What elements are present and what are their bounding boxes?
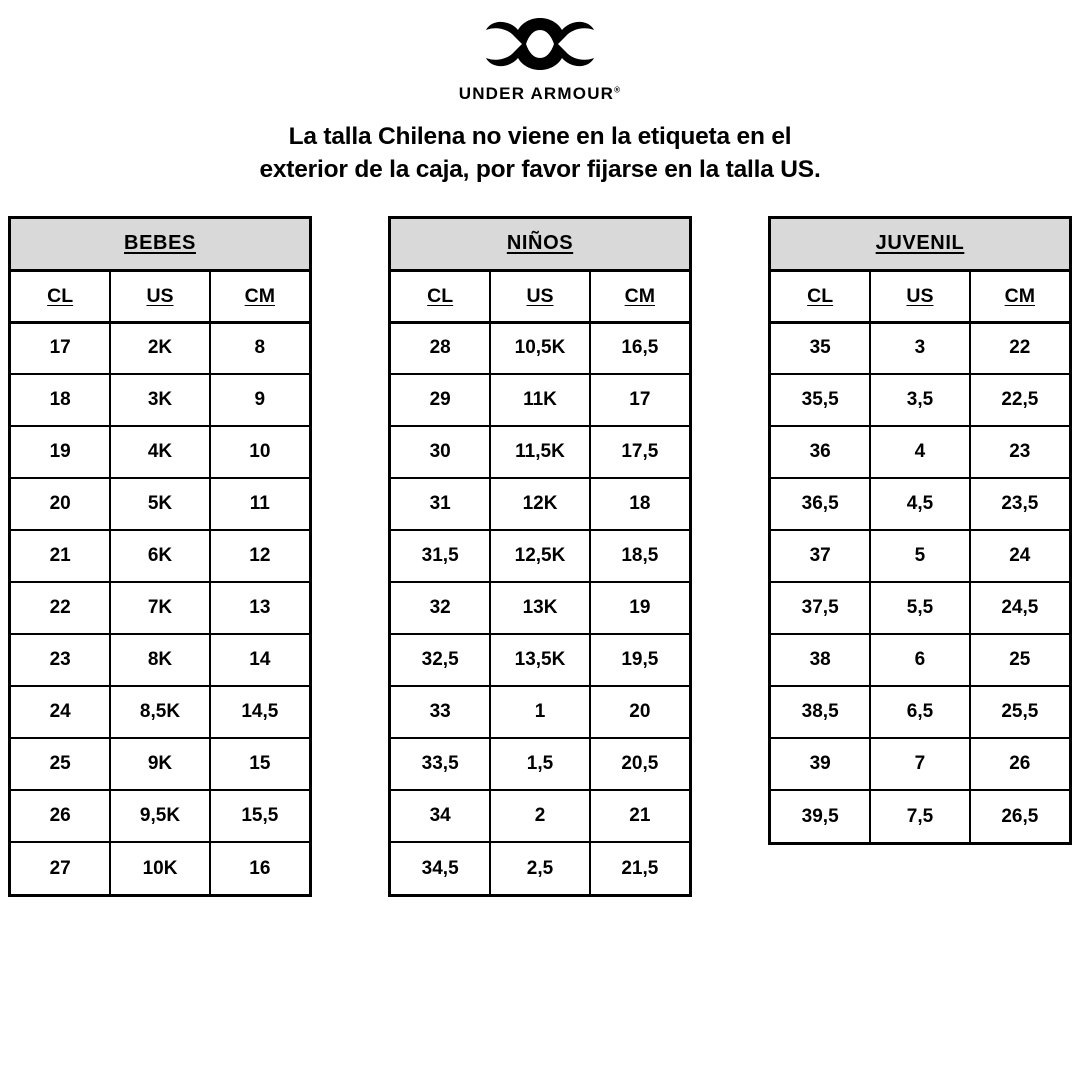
table-row	[771, 322, 1069, 374]
cell-cl: 24	[11, 686, 110, 738]
brand-header	[0, 0, 1080, 102]
cell-cm: 19,5	[590, 634, 689, 686]
table-row	[11, 478, 309, 530]
cell-cl: 38	[771, 634, 870, 686]
cell-us: 2	[490, 790, 589, 842]
cell-us: 3K	[110, 374, 209, 426]
cell-cm: 21,5	[590, 842, 689, 894]
cell-us: 10K	[110, 842, 209, 894]
page-title	[0, 120, 1080, 186]
headline-line-1: La talla Chilena no viene en la etiqueta en el	[288, 123, 792, 150]
table-row	[391, 738, 689, 790]
cell-cm: 16	[210, 842, 309, 894]
cell-cm: 11	[210, 478, 309, 530]
cell-us: 11,5K	[490, 426, 589, 478]
table-row	[11, 842, 309, 894]
cell-cl: 39,5	[771, 790, 870, 842]
cell-cm: 17,5	[590, 426, 689, 478]
cell-cm: 20	[590, 686, 689, 738]
cell-us: 8,5K	[110, 686, 209, 738]
cell-cl: 26	[11, 790, 110, 842]
brand-wordmark-text: UNDER ARMOUR	[458, 84, 615, 103]
table-row	[391, 478, 689, 530]
cell-cm: 17	[590, 374, 689, 426]
cell-us: 4	[870, 426, 969, 478]
cell-cm: 23,5	[970, 478, 1069, 530]
cell-cl: 27	[11, 842, 110, 894]
cell-cl: 30	[391, 426, 490, 478]
table-header-row	[391, 270, 689, 322]
table-row	[391, 322, 689, 374]
column-header-cl: CL	[11, 270, 110, 322]
cell-cm: 23	[970, 426, 1069, 478]
cell-cm: 20,5	[590, 738, 689, 790]
cell-cl: 33,5	[391, 738, 490, 790]
table-row	[771, 582, 1069, 634]
column-header-us: US	[870, 270, 969, 322]
column-header-cl: CL	[771, 270, 870, 322]
cell-us: 5	[870, 530, 969, 582]
table-row	[391, 374, 689, 426]
table-row	[771, 634, 1069, 686]
table-row	[771, 530, 1069, 582]
cell-cm: 16,5	[590, 322, 689, 374]
brand-wordmark	[459, 85, 622, 102]
cell-cl: 34	[391, 790, 490, 842]
cell-us: 13K	[490, 582, 589, 634]
table-row	[771, 426, 1069, 478]
column-header-cm: CM	[590, 270, 689, 322]
cell-cl: 33	[391, 686, 490, 738]
cell-cl: 28	[391, 322, 490, 374]
cell-us: 12K	[490, 478, 589, 530]
cell-us: 4,5	[870, 478, 969, 530]
cell-us: 2K	[110, 322, 209, 374]
cell-cm: 22	[970, 322, 1069, 374]
cell-cm: 10	[210, 426, 309, 478]
cell-cm: 18,5	[590, 530, 689, 582]
cell-cm: 25,5	[970, 686, 1069, 738]
cell-cm: 26,5	[970, 790, 1069, 842]
cell-us: 6	[870, 634, 969, 686]
table-row	[11, 582, 309, 634]
cell-cl: 35	[771, 322, 870, 374]
cell-cl: 38,5	[771, 686, 870, 738]
table-title: NIÑOS	[391, 219, 689, 270]
column-header-cm: CM	[970, 270, 1069, 322]
cell-cm: 9	[210, 374, 309, 426]
cell-cl: 37,5	[771, 582, 870, 634]
cell-cl: 32	[391, 582, 490, 634]
cell-cl: 21	[11, 530, 110, 582]
table-row	[391, 582, 689, 634]
column-header-us: US	[110, 270, 209, 322]
cell-cl: 22	[11, 582, 110, 634]
cell-us: 6,5	[870, 686, 969, 738]
column-header-cl: CL	[391, 270, 490, 322]
table-title: BEBES	[11, 219, 309, 270]
cell-us: 12,5K	[490, 530, 589, 582]
column-header-us: US	[490, 270, 589, 322]
size-table-ninos	[388, 216, 692, 897]
registered-mark: ®	[614, 85, 622, 95]
cell-cl: 31	[391, 478, 490, 530]
cell-us: 8K	[110, 634, 209, 686]
cell-us: 3	[870, 322, 969, 374]
cell-cl: 18	[11, 374, 110, 426]
cell-us: 5,5	[870, 582, 969, 634]
table-row	[11, 686, 309, 738]
size-tables-container	[0, 216, 1080, 897]
cell-cm: 14	[210, 634, 309, 686]
cell-us: 5K	[110, 478, 209, 530]
table-row	[391, 790, 689, 842]
size-table-juvenil	[768, 216, 1072, 845]
cell-us: 9,5K	[110, 790, 209, 842]
table-row	[391, 842, 689, 894]
cell-us: 2,5	[490, 842, 589, 894]
table-row	[771, 686, 1069, 738]
table-row	[771, 790, 1069, 842]
cell-us: 7,5	[870, 790, 969, 842]
cell-cl: 39	[771, 738, 870, 790]
cell-us: 13,5K	[490, 634, 589, 686]
cell-cm: 24	[970, 530, 1069, 582]
cell-cm: 18	[590, 478, 689, 530]
cell-cl: 31,5	[391, 530, 490, 582]
cell-cm: 21	[590, 790, 689, 842]
table-title: JUVENIL	[771, 219, 1069, 270]
size-table-bebes	[8, 216, 312, 897]
table-row	[11, 530, 309, 582]
cell-cl: 37	[771, 530, 870, 582]
cell-cm: 14,5	[210, 686, 309, 738]
cell-cm: 22,5	[970, 374, 1069, 426]
cell-cl: 19	[11, 426, 110, 478]
cell-cl: 23	[11, 634, 110, 686]
table-title-row	[11, 219, 309, 270]
table-row	[11, 374, 309, 426]
cell-cm: 25	[970, 634, 1069, 686]
cell-us: 6K	[110, 530, 209, 582]
cell-cl: 36	[771, 426, 870, 478]
cell-us: 7K	[110, 582, 209, 634]
cell-cm: 15	[210, 738, 309, 790]
cell-cm: 26	[970, 738, 1069, 790]
table-row	[391, 686, 689, 738]
cell-us: 7	[870, 738, 969, 790]
table-row	[391, 426, 689, 478]
table-row	[11, 322, 309, 374]
cell-us: 11K	[490, 374, 589, 426]
under-armour-logo-icon	[470, 14, 610, 81]
cell-us: 1,5	[490, 738, 589, 790]
cell-us: 9K	[110, 738, 209, 790]
cell-us: 3,5	[870, 374, 969, 426]
cell-us: 1	[490, 686, 589, 738]
cell-cl: 25	[11, 738, 110, 790]
column-header-cm: CM	[210, 270, 309, 322]
cell-cl: 36,5	[771, 478, 870, 530]
cell-cm: 12	[210, 530, 309, 582]
headline-line-2: exterior de la caja, por favor fijarse en la talla US.	[259, 156, 821, 184]
table-row	[391, 530, 689, 582]
table-title-row	[771, 219, 1069, 270]
table-row	[11, 738, 309, 790]
table-header-row	[11, 270, 309, 322]
table-header-row	[771, 270, 1069, 322]
cell-cl: 32,5	[391, 634, 490, 686]
table-row	[771, 478, 1069, 530]
table-row	[11, 634, 309, 686]
cell-cl: 35,5	[771, 374, 870, 426]
cell-cl: 29	[391, 374, 490, 426]
cell-cm: 8	[210, 322, 309, 374]
cell-cl: 34,5	[391, 842, 490, 894]
table-row	[11, 790, 309, 842]
cell-cm: 15,5	[210, 790, 309, 842]
table-row	[771, 738, 1069, 790]
cell-us: 4K	[110, 426, 209, 478]
table-row	[11, 426, 309, 478]
table-title-row	[391, 219, 689, 270]
table-row	[771, 374, 1069, 426]
cell-cl: 20	[11, 478, 110, 530]
cell-cm: 13	[210, 582, 309, 634]
cell-us: 10,5K	[490, 322, 589, 374]
table-row	[391, 634, 689, 686]
cell-cl: 17	[11, 322, 110, 374]
cell-cm: 19	[590, 582, 689, 634]
cell-cm: 24,5	[970, 582, 1069, 634]
